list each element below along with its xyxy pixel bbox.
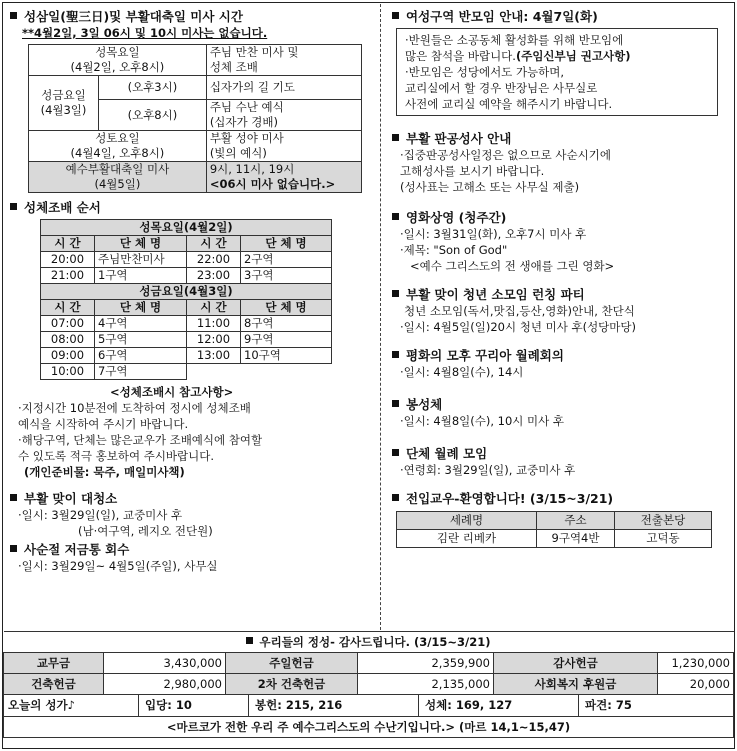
right-column: 여성구역 반모임 안내: 4월7일(화) ·반원들은 소공동체 활성화를 위해 반모임에 많은 참석을 바랍니다.(주임신부님 권고사항) ·반모임은 성당에서도 가능하며, 교리실에서 할 경우 반장님은 사무실로 사전에 교리실 예약을 해주시기 바랍니다. 부활 판공성사 안내 ·집중판공성사일정은 없으므로 사순시기에 고해성사를 보시기 바랍니다. (성사표는 고해소 또는 사무실 제출) 영화상영 (청주간) ·일시: 3월31일(화), 오후7시 미사 후 ·제목: "Son of God" <예수 그리스도의 전 생애를 그린 영화> 부활 맞이 청년 소모임 런칭 파티 청년 소모임(독서,맛집,등산,영화)안내, 찬단식 ·일시: 4월5일(일)20시 청년 미사 후(성당마당) 평화의 모후 꾸리아 월례회의 ·일시: 4월8일(수), 14시 봉성체 ·일시: 4월8일(수), 10시 미사 후 단체 월례 모임 ·연령회: 3월29일(일), 교중미사 후 전입교우-환영합니다! (3/15~3/21) 세례명 주소 전출본당 김란 리베카 9구역4반 고덕동	[392, 8, 728, 548]
square-bullet-icon	[246, 637, 253, 644]
square-bullet-icon	[392, 134, 399, 141]
table-row: 예수부활대축일 미사 (4월5일) 9시, 11시, 19시 <06시 미사 없습니다.>	[29, 162, 362, 193]
womens-meeting-box: ·반원들은 소공동체 활성화를 위해 반모임에 많은 참석을 바랍니다.(주임신부님 권고사항) ·반모임은 성당에서도 가능하며, 교리실에서 할 경우 반장님은 사무실로 사전에 교리실 예약을 해주시기 바랍니다.	[396, 28, 718, 116]
cleaning-title: 부활 맞이 대청소	[10, 490, 372, 507]
square-bullet-icon	[392, 494, 399, 501]
welcome-title: 전입교우-환영합니다! (3/15~3/21)	[392, 490, 728, 507]
womens-meeting-title: 여성구역 반모임 안내: 4월7일(화)	[392, 8, 728, 25]
table-row: 08:00 5구역 12:00 9구역	[41, 332, 332, 348]
hymn-offertory: 봉헌: 215, 216	[249, 695, 419, 716]
table-row: 10:00 7구역	[41, 364, 332, 380]
square-bullet-icon	[10, 203, 17, 210]
square-bullet-icon	[392, 12, 399, 19]
square-bullet-icon	[392, 449, 399, 456]
mass-schedule-table	[28, 44, 362, 193]
gospel-reference: <마르코가 전한 우리 주 예수그리스도의 수난기입니다.> (마르 14,1~15,47)	[4, 717, 734, 738]
square-bullet-icon	[392, 213, 399, 220]
mass-schedule-title: 성삼일(聖三日)및 부활대축일 미사 시간	[10, 8, 372, 25]
table-row: 교무금 3,430,000 주일헌금 2,359,900 감사헌금 1,230,000	[4, 653, 734, 674]
table-row: 성목요일 (4월2일, 오후8시) 주님 만찬 미사 및 성체 조배	[29, 45, 362, 76]
savings-title: 사순절 저금통 회수	[10, 541, 372, 558]
mass-note: **4월2일, 3일 06시 및 10시 미사는 없습니다.	[22, 26, 268, 40]
hymns-row	[4, 695, 734, 717]
square-bullet-icon	[392, 351, 399, 358]
adoration-table: 성목요일(4월2일) 시 간 단 체 명 시 간 단 체 명 20:00 주님만찬미사 22:00 2구역 21:00 1구역 23:00 3구역 성금요일(4월3일) 시 간 단 체 명 시 간 단 체 명 07:00 4구역 11:00 8구역 08:00 5구역 12:00 9구역 09:00 6구역 13:00 10구역 10:00 7구역	[40, 219, 332, 380]
offerings-table: 우리들의 정성- 감사드립니다. (3/15~3/21) 교무금 3,430,000 주일헌금 2,359,900 감사헌금 1,230,000 건축헌금 2,980,000 2차 건축헌금 2,135,000 사회복지 후원금 20,000 오늘의 성가♪ 입당: 10 봉헌: 215, 216 성체: 169, 127 파견: 75 <마르코가 전한 우리 주 예수그리스도의 수난기입니다.> (마르 14,1~15,47)	[3, 631, 734, 738]
square-bullet-icon	[10, 494, 17, 501]
hymn-entrance: 입당: 10	[139, 695, 249, 716]
table-row: 성금요일 (4월3일) (오후3시) 십자가의 길 기도	[29, 76, 362, 100]
table-row: 09:00 6구역 13:00 10구역	[41, 348, 332, 364]
left-column: 성삼일(聖三日)및 부활대축일 미사 시간 **4월2일, 3일 06시 및 10시 미사는 없습니다. 성목요일 (4월2일, 오후8시) 주님 만찬 미사 및 성체 조배 성금요일 (4월3일) (오후3시) 십자가의 길 기도 (오후8시) 주님 수난 예식 (십자가 경배) 성토요일 (4월4일, 오후8시) 부활 성야 미사 (빛의 예식) 예수부활대축일 미사 (4월5일) 9시, 11시, 19시 <06시 미사 없습니다.> 성체조배 순서 성목요일(4월2일) 시 간 단 체 명 시 간 단 체 명 20:00 주님만찬미사 22:00 2구역 21:00 1구역 23:00 3구역 성금요일(4월3일) 시 간 단 체 명 시 간 단 체 명 07:00 4구역 11:00 8구역 08:00 5구역 12:00 9구역 09:00 6구역 13:00 10구역 10:00 7구역 <성체조배시 참고사항> ·지정시간 10분전에 도착하여 정시에 성체조배 예식을 시작하여 주시기 바랍니다. ·해당구역, 단체는 많은교우가 조배예식에 참여할 수 있도록 적극 홍보하여 주시바랍니다. (개인준비물: 묵주, 매일미사책) 부활 맞이 대청소 ·일시: 3월29일(일), 교중미사 후 (남·여구역, 레지오 전단원) 사순절 저금통 회수 ·일시: 3월29일~ 4월5일(주일), 사무실	[10, 8, 372, 574]
hymn-communion: 성체: 169, 127	[419, 695, 579, 716]
anointing-title: 봉성체	[392, 396, 728, 413]
table-row: 07:00 4구역 11:00 8구역	[41, 316, 332, 332]
adoration-ref-title: <성체조배시 참고사항>	[110, 385, 234, 399]
table-row: 성토요일 (4월4일, 오후8시) 부활 성야 미사 (빛의 예식)	[29, 131, 362, 162]
table-row: (오후8시) 주님 수난 예식 (십자가 경배)	[29, 100, 362, 131]
movie-title: 영화상영 (청주간)	[392, 209, 728, 226]
square-bullet-icon	[392, 290, 399, 297]
table-row: 김란 리베카 9구역4반 고덕동	[397, 530, 712, 548]
table-row: 건축헌금 2,980,000 2차 건축헌금 2,135,000 사회복지 후원금 20,000	[4, 674, 734, 695]
curia-title: 평화의 모후 꾸리아 월례회의	[392, 347, 728, 364]
welcome-table: 세례명 주소 전출본당 김란 리베카 9구역4반 고덕동	[396, 511, 712, 548]
square-bullet-icon	[10, 12, 17, 19]
table-row: 20:00 주님만찬미사 22:00 2구역	[41, 252, 332, 268]
adoration-title: 성체조배 순서	[10, 199, 372, 216]
hymns-label: 오늘의 성가♪	[4, 695, 139, 716]
hymn-dismissal: 파견: 75	[585, 698, 632, 712]
square-bullet-icon	[392, 400, 399, 407]
groups-title: 단체 월례 모임	[392, 445, 728, 462]
table-row: 21:00 1구역 23:00 3구역	[41, 268, 332, 284]
column-divider	[380, 4, 381, 630]
square-bullet-icon	[10, 545, 17, 552]
youth-party-title: 부활 맞이 청년 소모임 런칭 파티	[392, 286, 728, 303]
penance-title: 부활 판공성사 안내	[392, 130, 728, 147]
